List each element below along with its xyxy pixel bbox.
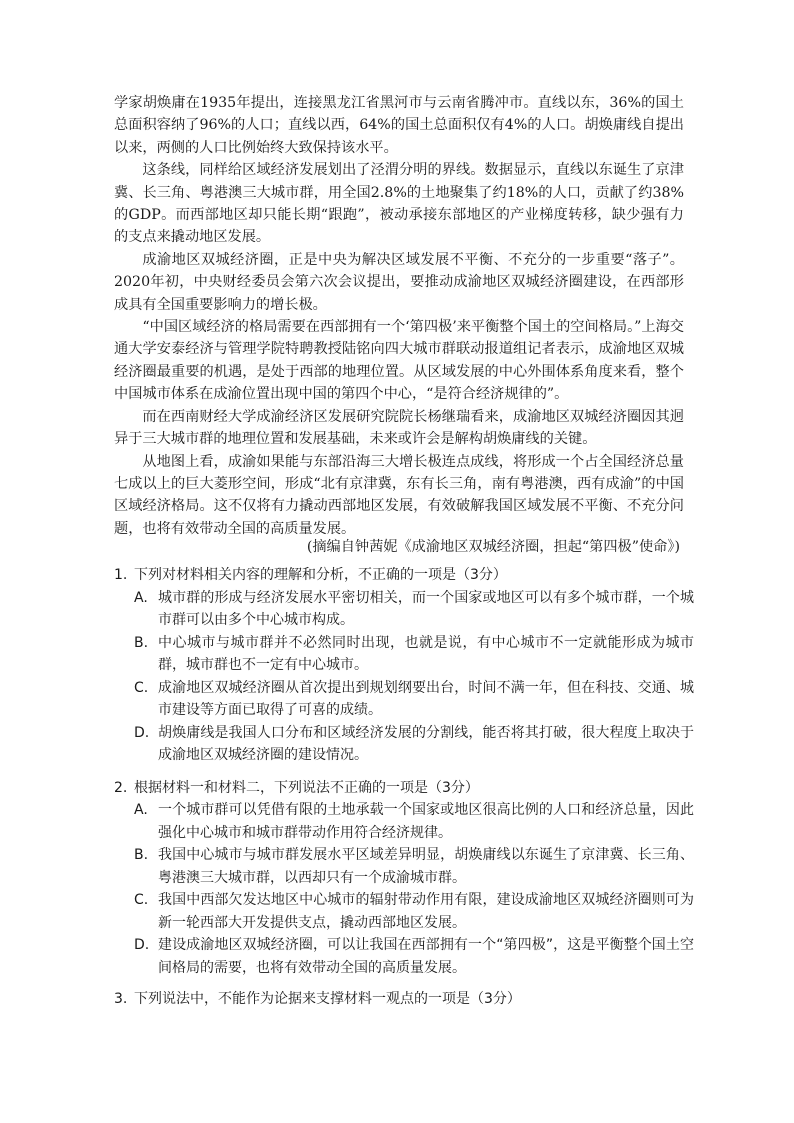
question-number: 3. (114, 991, 128, 1007)
option-letter: B. (134, 634, 149, 651)
option-letter: B. (134, 847, 149, 863)
option-text: 一个城市群可以凭借有限的土地承载一个国家或地区很高比例的人口和经济总量，因此强化中心城市和城市群带动作用符合经济规律。 (158, 802, 694, 841)
reading-passage (114, 92, 684, 540)
option-b (134, 844, 694, 889)
passage-paragraph-3: 成渝地区双城经济圈，正是中央为解决区域发展不平衡、不充分的一步重要“落子”。2020年初，中央财经委员会第六次会议提出，要推动成渝地区双城经济圈建设，在西部形成具有全国重要影响力的增长极。 (114, 251, 684, 313)
question-number: 2. (114, 779, 128, 796)
option-text: 我国中心城市与城市群发展水平区域差异明显，胡焕庸线以东诞生了京津冀、长三角、粤港澳三大城市群，以西却只有一个成渝城市群。 (158, 847, 694, 886)
option-letter: A. (134, 802, 148, 818)
option-text: 城市群的形成与经济发展水平密切相关，而一个国家或地区可以有多个城市群，一个城市群可以由多个中心城市构成。 (158, 589, 694, 628)
option-b (134, 632, 694, 677)
option-text: 我国中西部欠发达地区中心城市的辐射带动作用有限，建设成渝地区双城经济圈则可为新一轮西部大开发提供支点，撬动西部地区发展。 (158, 892, 694, 931)
question-stem: 根据材料一和材料二，下列说法不正确的一项是（3分） (134, 779, 479, 796)
option-text: 成渝地区双城经济圈从首次提出到规划纲要出台，时间不满一年，但在科技、交通、城市建设等方面已取得了可喜的成绩。 (158, 679, 694, 718)
option-letter: D. (134, 724, 150, 741)
question-1 (114, 564, 694, 767)
option-text: 建设成渝地区双城经济圈，可以让我国在西部拥有一个“第四极”，这是平衡整个国土空间格局的需要，也将有效带动全国的高质量发展。 (158, 937, 694, 976)
passage-paragraph-6: 从地图上看，成渝如果能与东部沿海三大增长极连点成线，将形成一个占全国经济总量七成以上的巨大菱形空间，形成“北有京津冀，东有长三角，南有粤港澳，西有成渝”的中国区域经济格局。这不仅将有力撬动西部地区发展，有效破解我国区域发展不平衡、不充分问题，也将有效带动全国的高质量发展。 (114, 453, 684, 537)
passage-paragraph-4: “中国区域经济的格局需要在西部拥有一个‘第四极’来平衡整个国土的空间格局。”上海交通大学安泰经济与管理学院特聘教授陆铭向四大城市群联动报道组记者表示，成渝地区双城经济圈最重要的机遇，是处于西部的地理位置。从区域发展的中心外围体系角度来看，整个中国城市体系在成渝位置出现中国的第四个中心，“是符合经济规律的”。 (114, 319, 684, 403)
option-letter: C. (134, 679, 149, 696)
question-list (114, 564, 694, 989)
option-letter: A. (134, 589, 148, 606)
option-text: 胡焕庸线是我国人口分布和区域经济发展的分割线，能否将其打破，很大程度上取决于成渝地区双城经济圈的建设情况。 (158, 724, 694, 763)
option-letter: C. (134, 892, 149, 908)
passage-paragraph-5: 而在西南财经大学成渝经济区发展研究院院长杨继瑞看来，成渝地区双城经济圈因其迥异于三大城市群的地理位置和发展基础，未来或许会是解构胡焕庸线的关键。 (114, 408, 684, 448)
passage-source: (摘编自钟茜妮《成渝地区双城经济圈，担起“第四极”使命》) (306, 539, 680, 555)
option-a (134, 587, 694, 632)
option-d (134, 934, 694, 979)
question-number: 1. (114, 567, 128, 583)
question-stem: 下列说法中，不能作为论据来支撑材料一观点的一项是（3分） (134, 991, 521, 1007)
option-text: 中心城市与城市群并不必然同时出现，也就是说，有中心城市不一定就能形成为城市群，城市群也不一定有中心城市。 (158, 634, 694, 673)
option-letter: D. (134, 937, 150, 953)
option-d (134, 722, 694, 767)
passage-paragraph-2: 这条线，同样给区域经济发展划出了泾渭分明的界线。数据显示，直线以东诞生了京津冀、长三角、粤港澳三大城市群，用全国2.8%的土地聚集了约18%的人口，贡献了约38%的GDP。而西部地区却只能长期“跟跑”，被动承接东部地区的产业梯度转移，缺少强有力的支点来撬动地区发展。 (114, 162, 684, 246)
passage-paragraph-1: 学家胡焕庸在1935年提出，连接黑龙江省黑河市与云南省腾冲市。直线以东，36%的国土总面积容纳了96%的人口；直线以西，64%的国土总面积仅有4%的人口。胡焕庸线自提出以来，两侧的人口比例始终大致保持该水平。 (114, 95, 684, 156)
question-2 (114, 777, 694, 980)
question-3 (114, 988, 694, 1011)
option-c (134, 889, 694, 934)
option-c (134, 677, 694, 722)
option-a (134, 799, 694, 844)
question-stem: 下列对材料相关内容的理解和分析，不正确的一项是（3分） (134, 567, 507, 583)
